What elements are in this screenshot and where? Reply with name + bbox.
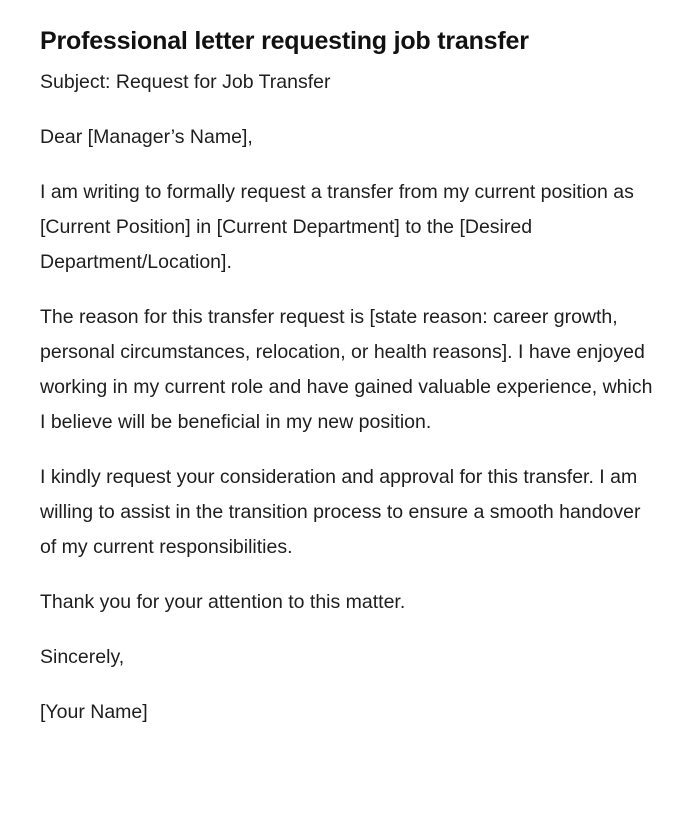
letter-subject: Subject: Request for Job Transfer — [40, 71, 331, 93]
letter-closing: Sincerely, — [40, 646, 125, 668]
letter-paragraph-approval: I kindly request your consideration and approval for this transfer. I am willing to assist in the transition process to ensure a smooth handover of my current responsibilities. — [40, 466, 641, 558]
letter-salutation: Dear [Manager’s Name], — [40, 126, 253, 148]
letter-title: Professional letter requesting job transfer — [40, 27, 529, 55]
letter-paragraph-reason: The reason for this transfer request is [state reason: career growth, personal circumstances, relocation, or health reasons]. I have enjoyed working in my current role and have gained valuable experience, which I believe will be beneficial in my new position. — [40, 306, 653, 433]
letter-paragraph-request: I am writing to formally request a transfer from my current position as [Current Position] in [Current Department] to the [Desired Department/Location]. — [40, 181, 634, 273]
letter-signature: [Your Name] — [40, 701, 148, 723]
letter-paragraph-thanks: Thank you for your attention to this matter. — [40, 591, 406, 613]
letter — [40, 24, 660, 750]
